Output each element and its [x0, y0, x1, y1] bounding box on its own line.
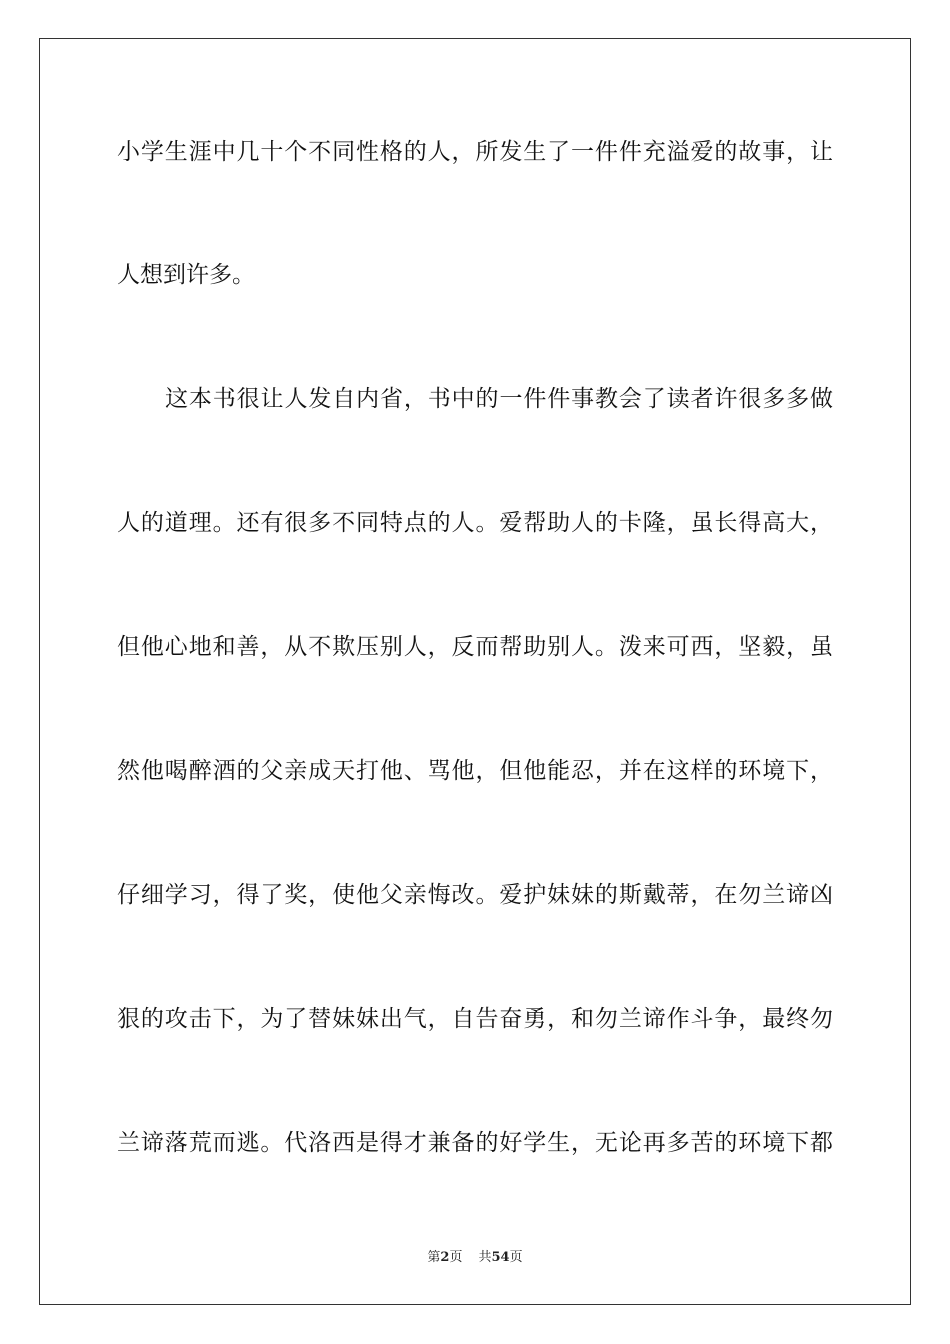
- body-text-line: 然他喝醉酒的父亲成天打他、骂他，但他能忍，并在这样的环境下，: [117, 758, 833, 784]
- current-page-number: 2: [440, 1250, 450, 1265]
- body-text-line: 狠的攻击下，为了替妹妹出气，自告奋勇，和勿兰谛作斗争，最终勿: [117, 1006, 833, 1032]
- body-text-line: 小学生涯中几十个不同性格的人，所发生了一件件充溢爱的故事，让: [117, 139, 833, 165]
- page-border: [39, 38, 911, 1305]
- body-text-line: 人想到许多。: [117, 262, 255, 288]
- page-footer: [0, 1246, 950, 1265]
- total-page-count: 54: [491, 1250, 510, 1265]
- body-text-line: 这本书很让人发自内省，书中的一件件事教会了读者许很多多做: [165, 386, 833, 412]
- body-text-line: 人的道理。还有很多不同特点的人。爱帮助人的卡隆，虽长得高大，: [117, 510, 833, 536]
- body-text-line: 但他心地和善，从不欺压别人，反而帮助别人。泼来可西，坚毅，虽: [117, 634, 833, 660]
- total-suffix: 页: [509, 1250, 523, 1265]
- page-prefix: 第: [427, 1250, 441, 1265]
- page-suffix: 页: [449, 1250, 463, 1265]
- body-text-line: 兰谛落荒而逃。代洛西是得才兼备的好学生，无论再多苦的环境下都: [117, 1130, 833, 1156]
- body-text-line: 仔细学习，得了奖，使他父亲悔改。爱护妹妹的斯戴蒂，在勿兰谛凶: [117, 882, 833, 908]
- total-prefix: 共: [478, 1250, 492, 1265]
